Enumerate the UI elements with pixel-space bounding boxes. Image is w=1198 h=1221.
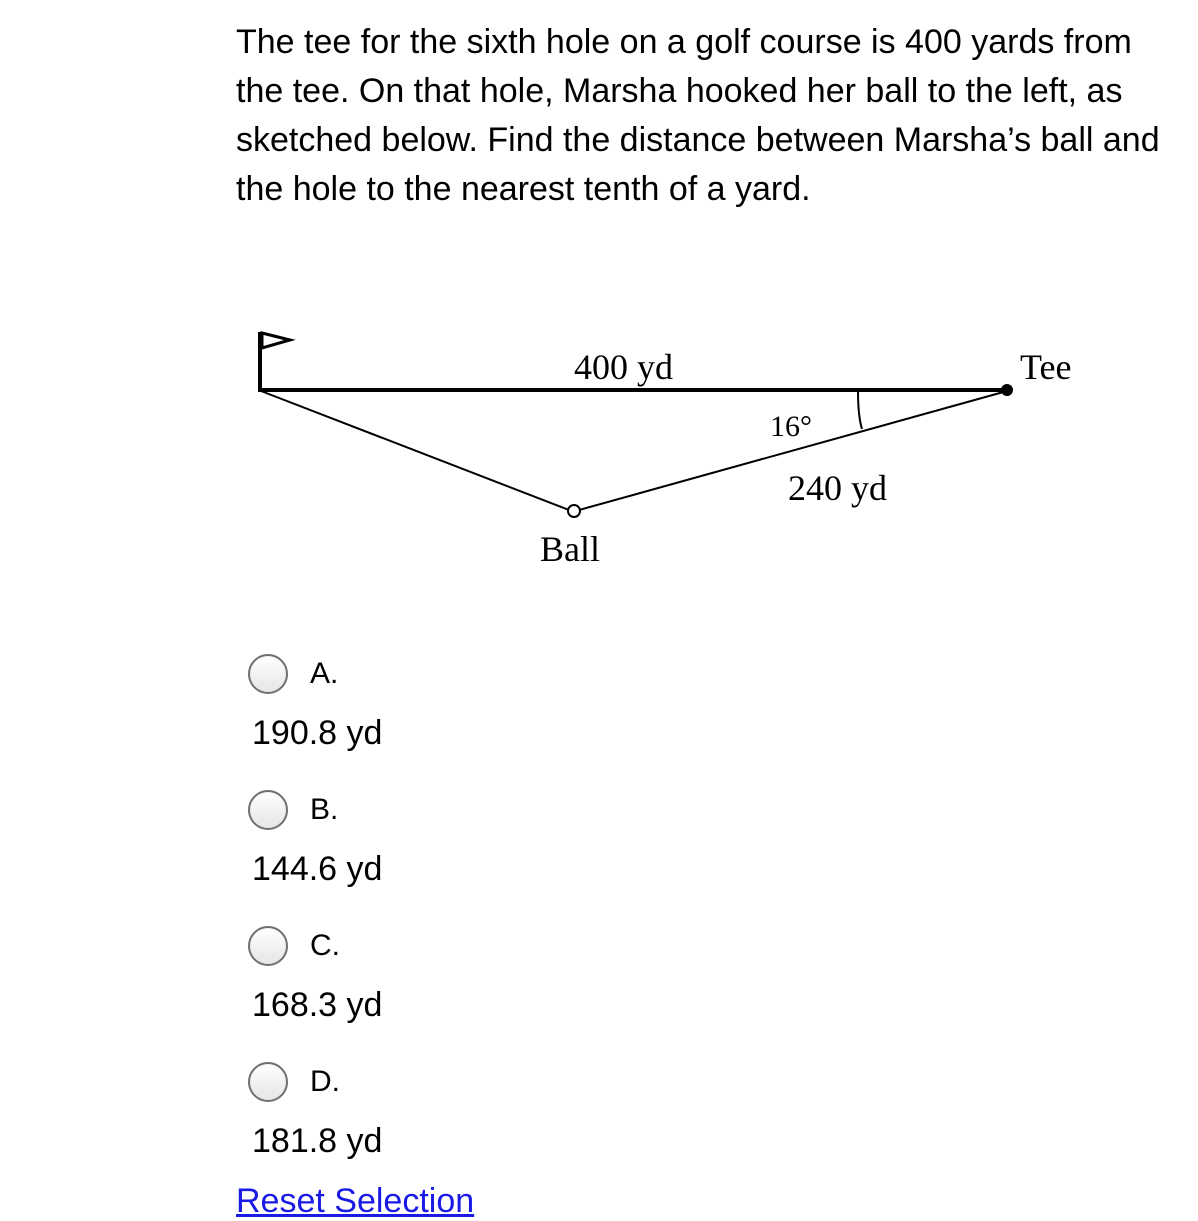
option-c-value: 168.3 yd [252,986,383,1024]
tee-ball-distance-label: 240 yd [788,468,887,508]
option-a-value: 190.8 yd [252,714,383,752]
option-b-letter: B. [310,793,339,826]
option-b-radio[interactable] [248,790,288,830]
option-c[interactable] [248,924,340,968]
reset-selection-link[interactable]: Reset Selection [236,1182,475,1220]
angle-label: 16° [770,410,812,443]
option-d-value: 181.8 yd [252,1122,383,1160]
hole-tee-distance-label: 400 yd [574,347,673,387]
option-a-letter: A. [310,657,339,690]
ball-point [568,505,580,517]
option-b-value: 144.6 yd [252,850,383,888]
option-c-radio[interactable] [248,926,288,966]
option-d[interactable] [248,1060,340,1104]
angle-arc [858,391,862,429]
question-text: The tee for the sixth hole on a golf course is 400 yards from the tee. On that hole, Marsha hooked her ball to the left, as sketched below. Find the distance between Marsha’s ball and the hole to the nearest tenth of a yard. [236,23,1160,208]
ball-label: Ball [540,529,600,569]
flag-icon [260,332,290,391]
option-c-letter: C. [310,929,340,962]
tee-point [1001,384,1013,396]
option-a-radio[interactable] [248,654,288,694]
tee-label: Tee [1020,347,1072,387]
option-d-radio[interactable] [248,1062,288,1102]
golf-diagram [0,0,1198,600]
option-b[interactable] [248,788,338,832]
option-d-letter: D. [310,1065,340,1098]
hole-ball-line [261,391,569,510]
option-a[interactable] [248,652,338,696]
